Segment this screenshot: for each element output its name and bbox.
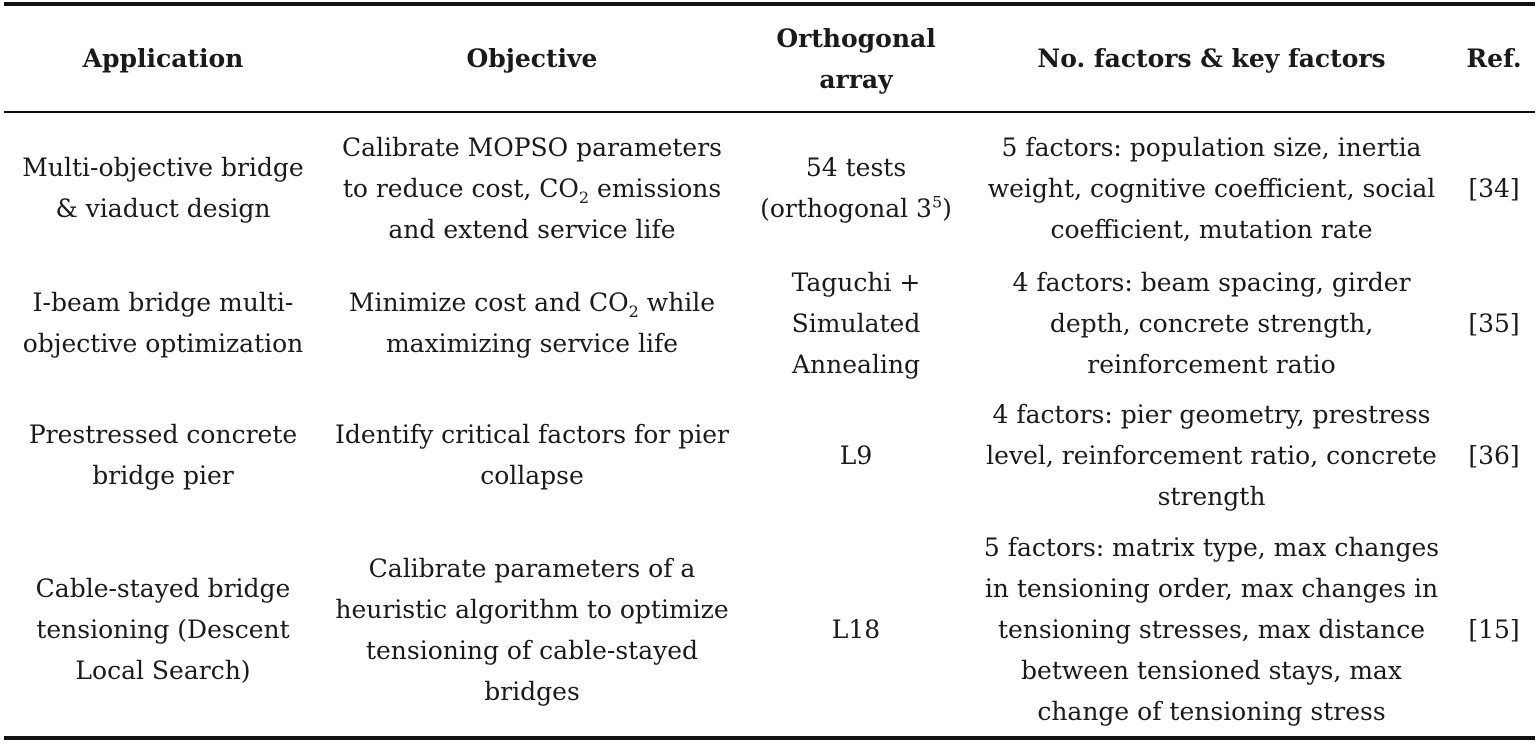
table-row [4, 259, 1535, 387]
objective-subscript: 2 [578, 187, 590, 207]
header-ref: Ref. [1466, 44, 1522, 73]
table-row [4, 387, 1535, 523]
applications-table [4, 2, 1535, 740]
array-superscript: 5 [931, 192, 943, 212]
array-text-post: ) [942, 194, 952, 223]
objective-text-post: emissions and extend service life [388, 173, 722, 244]
objective-text-pre: Calibrate MOPSO parameters to reduce cost, CO [341, 132, 723, 203]
cell-factors: 4 factors: beam spacing, girder depth, concrete strength, reinforcement ratio [1012, 267, 1411, 379]
cell-array: L18 [831, 615, 881, 644]
cell-ref: [35] [1468, 308, 1520, 338]
array-text-pre: 54 tests (orthogonal 3 [760, 153, 932, 223]
cell-factors: 5 factors: population size, inertia weight, cognitive coefficient, social coefficient, mutation rate [987, 132, 1436, 244]
cell-objective [322, 112, 742, 259]
table-row [4, 523, 1535, 738]
header-objective: Objective [466, 44, 598, 73]
header-application: Application [82, 44, 244, 73]
cell-application: Prestressed concrete bridge pier [28, 420, 298, 490]
cell-objective [322, 259, 742, 387]
cell-ref: [36] [1468, 440, 1520, 470]
cell-application: Multi-objective bridge & viaduct design [22, 153, 304, 223]
cell-ref: [34] [1468, 173, 1520, 203]
header-orthogonal-line2: array [819, 64, 893, 94]
cell-ref: [15] [1468, 615, 1520, 644]
cell-factors: 5 factors: matrix type, max changes in tensioning order, max changes in tensioning stresses, max distance between tensioned stays, max change of tensioning stress [983, 533, 1440, 726]
cell-application: Cable-stayed bridge tensioning (Descent Local Search) [35, 574, 291, 685]
table-row [4, 112, 1535, 259]
cell-objective: Calibrate parameters of a heuristic algorithm to optimize tensioning of cable-stayed bridges [335, 553, 729, 706]
objective-subscript: 2 [628, 302, 639, 321]
cell-array: L9 [839, 440, 873, 470]
cell-array [742, 112, 970, 259]
objective-text-post: while maximizing service life [385, 288, 716, 358]
cell-array: Taguchi + Simulated Annealing [791, 267, 921, 379]
cell-factors: 4 factors: pier geometry, prestress level, reinforcement ratio, concrete strength [986, 399, 1437, 511]
table-header [4, 4, 1535, 112]
header-orthogonal-array [742, 4, 970, 112]
cell-application: I-beam bridge multi-objective optimization [22, 288, 304, 358]
header-orthogonal-line1: Orthogonal [776, 23, 936, 53]
objective-text-pre: Minimize cost and CO [348, 288, 629, 317]
header-factors: No. factors & key factors [1037, 44, 1386, 73]
cell-objective: Identify critical factors for pier collapse [335, 420, 729, 490]
table-body [4, 112, 1535, 738]
table-container [4, 2, 1535, 740]
header-row [4, 4, 1535, 112]
